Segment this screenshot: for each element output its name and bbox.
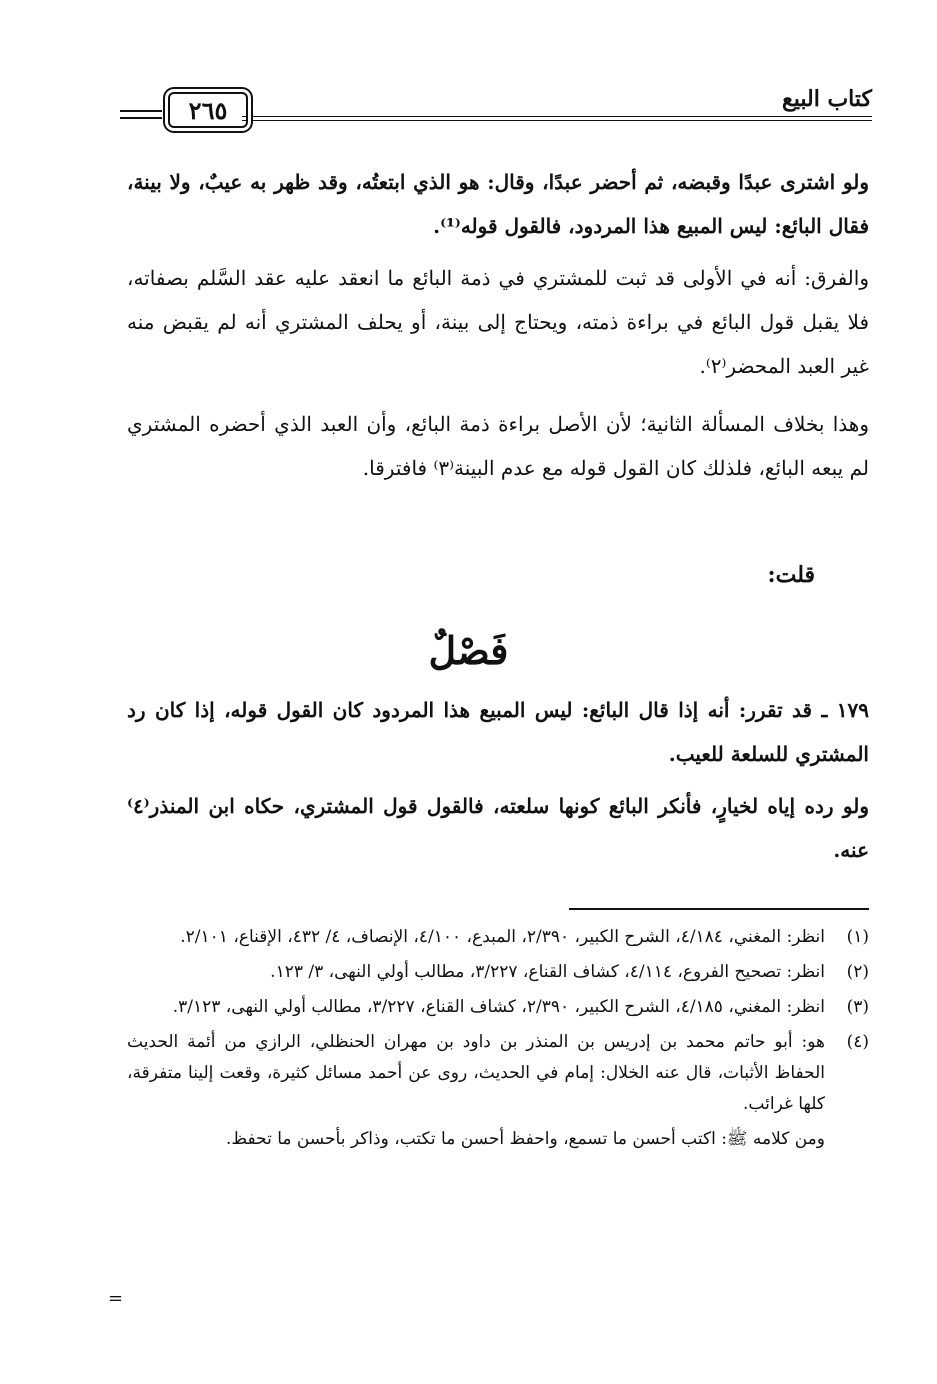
qult-label: قلت:: [767, 562, 815, 588]
masala-block: [127, 688, 869, 872]
footnote-rule: [569, 908, 869, 910]
paragraph: ولو اشترى عبدًا وقبضه، ثم أحضر عبدًا، وقال: هو الذي ابتعتُه، وقد ظهر به عيبٌ، ولا بينة، فقال البائع: ليس المبيع هذا المردود، فالقول قوله⁽¹⁾.: [127, 170, 869, 238]
footnote-text: انظر: المغني، ٤/١٨٤، الشرح الكبير، ٢/٣٩٠، المبدع، ٤/١٠٠، الإنصاف، ٤/ ٤٣٢، الإقناع، ٢/١٠١.: [180, 927, 825, 947]
footnote-continuation: ومن كلامه ﷺ: اكتب أحسن ما تسمع، واحفظ أحسن ما تكتب، وذاكر بأحسن ما تحفظ.: [225, 1129, 825, 1149]
footnote-text: هو: أبو حاتم محمد بن إدريس بن المنذر بن داود بن مهران الحنظلي، الرازي من أئمة الحديث الحفاظ الأثبات، قال عنه الخلال: إمام في الحديث، روى عن أحمد مسائل كثيرة، وقعت إلينا متفرقة، كلها غرائب.: [127, 1032, 825, 1114]
page-number: ٢٦٥: [168, 92, 248, 128]
footnote-number: (٢): [846, 962, 869, 982]
footnotes: [127, 922, 869, 1155]
main-text: [127, 160, 869, 490]
paragraph: والفرق: أنه في الأولى قد ثبت للمشتري في ذمة البائع ما انعقد عليه عقد السَّلم بصفاته، فلا يقبل قول البائع في براءة ذمته، ويحتاج إلى بينة، أو يحلف المشتري أنه لم يقبض منه غير العبد المحضر⁽٢⁾.: [127, 266, 869, 378]
footnote: [127, 957, 869, 988]
header-rule: [242, 116, 872, 121]
footnote-text: انظر: تصحيح الفروع، ٤/١١٤، كشاف القناع، ٣/٢٢٧، مطالب أولي النهى، ٣/ ١٢٣.: [270, 962, 825, 982]
footnote: [127, 1027, 869, 1120]
masala-paragraph: ١٧٩ ـ قد تقرر: أنه إذا قال البائع: ليس المبيع هذا المردود كان القول قوله، إذا كان رد المشتري للسلعة للعيب.: [127, 698, 869, 766]
footnote-number: (٤): [846, 1032, 869, 1052]
book-title: كتاب البيع: [782, 86, 872, 112]
footnote: [127, 992, 869, 1023]
footnote-text: انظر: المغني، ٤/١٨٥، الشرح الكبير، ٢/٣٩٠، كشاف القناع، ٣/٢٢٧، مطالب أولي النهى، ٣/١٢٣.: [172, 997, 825, 1017]
header-rule-left: [120, 110, 162, 119]
page-header: [120, 78, 872, 128]
footnote-number: (٣): [846, 997, 869, 1017]
footnote-number: (١): [846, 927, 869, 947]
section-heading: فَصْلٌ: [428, 628, 509, 673]
footnote: [127, 922, 869, 953]
masala-paragraph: ولو رده إياه لخيارٍ، فأنكر البائع كونها سلعته، فالقول قول المشتري، حكاه ابن المنذر⁽٤⁾ عنه.: [127, 794, 869, 862]
continuation-mark: =: [108, 1288, 124, 1309]
paragraph: وهذا بخلاف المسألة الثانية؛ لأن الأصل براءة ذمة البائع، وأن العبد الذي أحضره المشتري لم يبعه البائع، فلذلك كان القول قوله مع عدم البينة⁽٣⁾ فافترقا.: [127, 412, 869, 480]
